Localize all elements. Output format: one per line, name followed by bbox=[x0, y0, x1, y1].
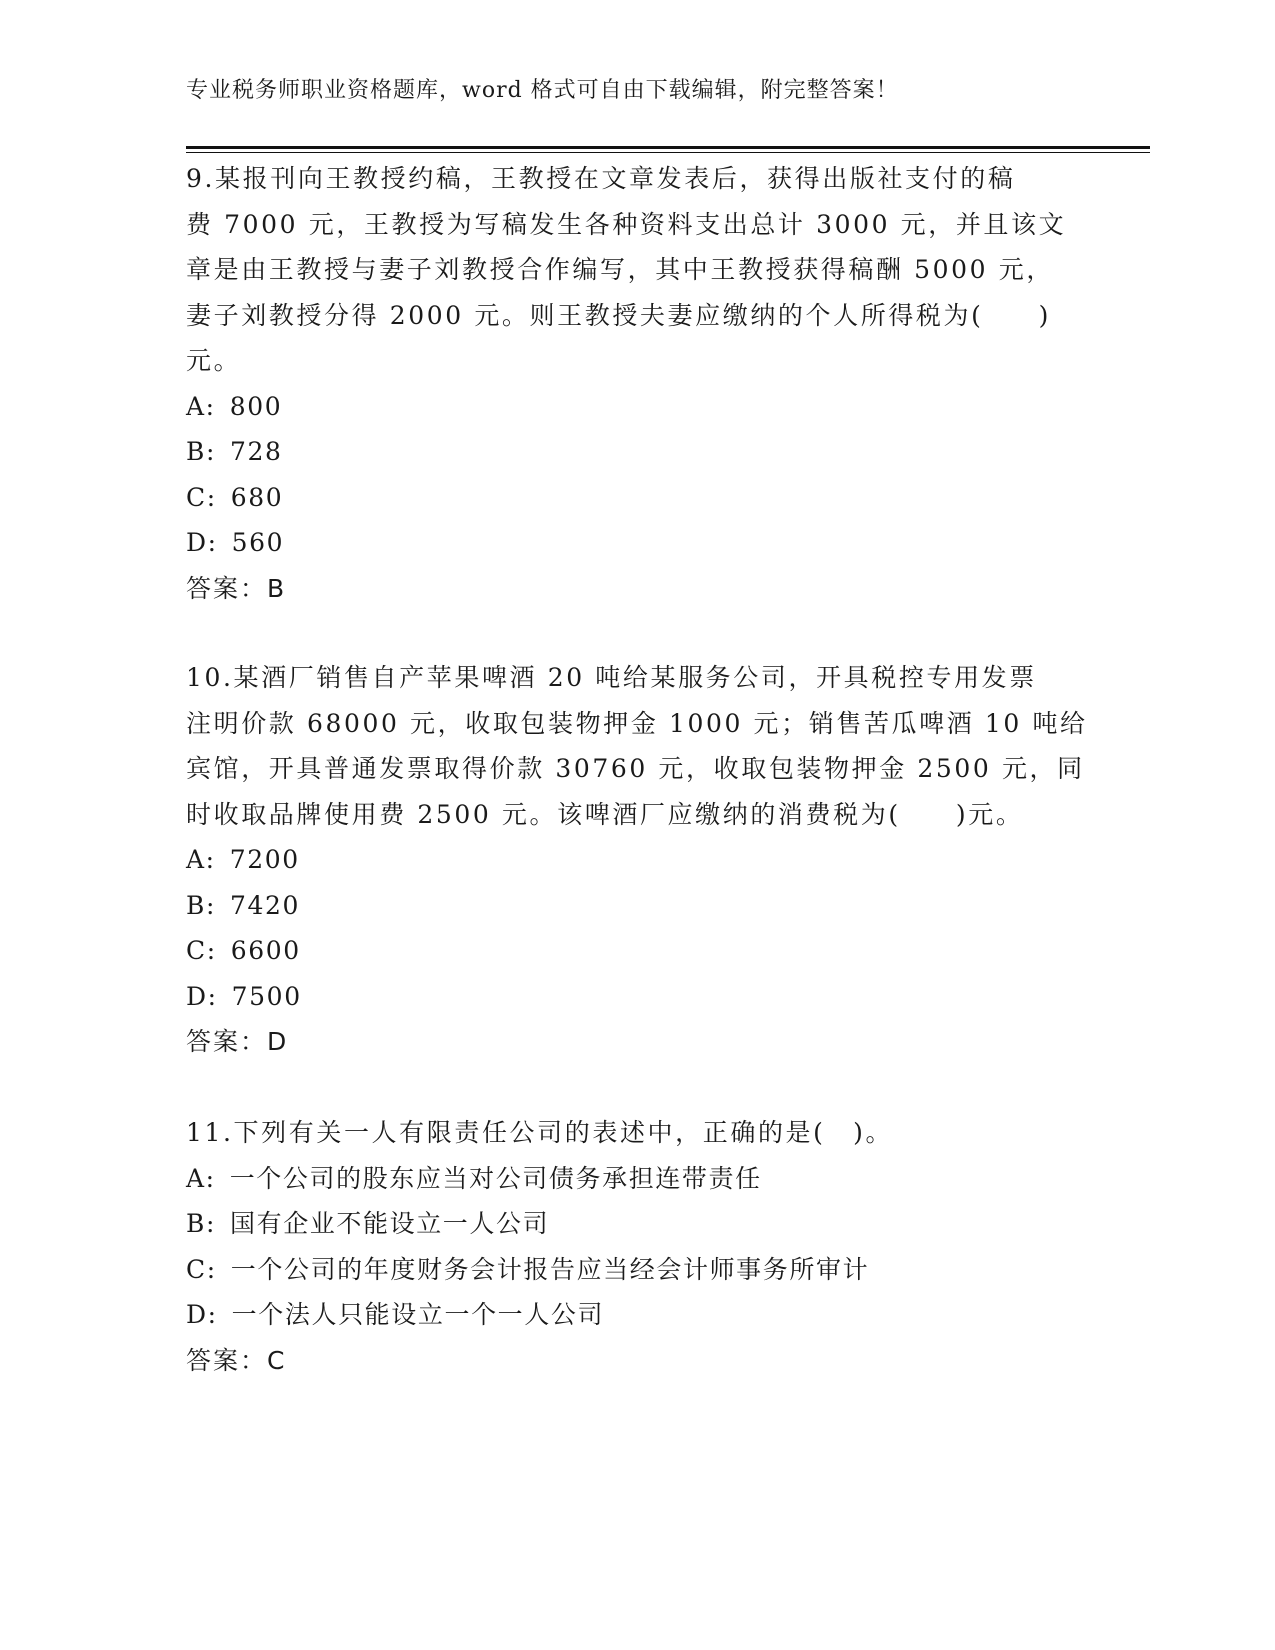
option-value: 560 bbox=[231, 528, 285, 557]
option-b bbox=[186, 429, 1086, 475]
option-c bbox=[186, 1247, 1086, 1293]
option-c bbox=[186, 475, 1086, 521]
option-value: 一个公司的年度财务会计报告应当经会计师事务所审计 bbox=[230, 1254, 870, 1284]
question-stem-line: 费 7000 元，王教授为写稿发生各种资料支出总计 3000 元，并且该文 bbox=[186, 209, 1067, 239]
option-value: 680 bbox=[230, 482, 284, 512]
option-label: B: bbox=[186, 1209, 216, 1238]
option-label: B: bbox=[186, 890, 216, 920]
question-9 bbox=[186, 156, 1086, 611]
question-10 bbox=[186, 655, 1086, 1065]
question-stem-line: 10.某酒厂销售自产苹果啤酒 20 吨给某服务公司，开具税控专用发票 bbox=[186, 663, 1037, 692]
option-label: C: bbox=[186, 936, 217, 965]
option-label: D: bbox=[186, 528, 218, 557]
option-value: 6600 bbox=[230, 936, 301, 965]
option-c bbox=[186, 928, 1086, 974]
option-d bbox=[186, 974, 1086, 1020]
option-label: A: bbox=[186, 845, 216, 874]
option-label: D: bbox=[186, 981, 218, 1011]
question-stem-line: 章是由王教授与妻子刘教授合作编写，其中王教授获得稿酬 5000 元， bbox=[186, 255, 1054, 284]
answer-text: 答案：B bbox=[186, 573, 287, 603]
option-value: 7420 bbox=[230, 890, 301, 920]
option-label: C: bbox=[186, 1254, 217, 1284]
option-a bbox=[186, 1156, 1086, 1202]
question-11 bbox=[186, 1110, 1086, 1383]
option-label: D: bbox=[186, 1300, 218, 1329]
option-value: 800 bbox=[229, 391, 283, 421]
question-stem-line: 时收取品牌使用费 2500 元。该啤酒厂应缴纳的消费税为( )元。 bbox=[186, 799, 1024, 829]
option-a bbox=[186, 837, 1086, 883]
option-label: A: bbox=[186, 1163, 216, 1193]
option-b bbox=[186, 883, 1086, 929]
option-value: 7500 bbox=[231, 981, 302, 1011]
question-stem-line: 注明价款 68000 元，收取包装物押金 1000 元；销售苦瓜啤酒 10 吨给 bbox=[186, 708, 1088, 738]
answer-text: 答案：C bbox=[186, 1345, 287, 1375]
option-value: 国有企业不能设立一人公司 bbox=[230, 1209, 550, 1238]
option-d bbox=[186, 1292, 1086, 1338]
answer-text: 答案：D bbox=[186, 1027, 289, 1056]
option-value: 7200 bbox=[229, 845, 300, 874]
question-stem-line: 宾馆，开具普通发票取得价款 30760 元，收取包装物押金 2500 元，同 bbox=[186, 754, 1085, 783]
option-d bbox=[186, 520, 1086, 566]
option-label: C: bbox=[186, 482, 217, 512]
header-divider-thin bbox=[186, 152, 1150, 153]
question-stem-line: 元。 bbox=[186, 346, 242, 375]
header-divider bbox=[186, 146, 1150, 153]
option-value: 一个公司的股东应当对公司债务承担连带责任 bbox=[229, 1163, 762, 1193]
option-label: B: bbox=[186, 437, 216, 466]
page-header-text: 专业税务师职业资格题库，word 格式可自由下载编辑，附完整答案！ bbox=[186, 78, 899, 103]
option-label: A: bbox=[186, 391, 216, 421]
question-stem-line: 11.下列有关一人有限责任公司的表述中，正确的是( )。 bbox=[186, 1118, 894, 1147]
question-stem-line: 妻子刘教授分得 2000 元。则王教授夫妻应缴纳的个人所得税为( ) bbox=[186, 300, 1052, 330]
option-b bbox=[186, 1201, 1086, 1247]
header-divider-thick bbox=[186, 146, 1150, 149]
option-value: 一个法人只能设立一个一人公司 bbox=[231, 1300, 605, 1329]
option-value: 728 bbox=[230, 437, 283, 466]
option-a bbox=[186, 384, 1086, 430]
question-stem-line: 9.某报刊向王教授约稿，王教授在文章发表后，获得出版社支付的稿 bbox=[186, 164, 1016, 193]
